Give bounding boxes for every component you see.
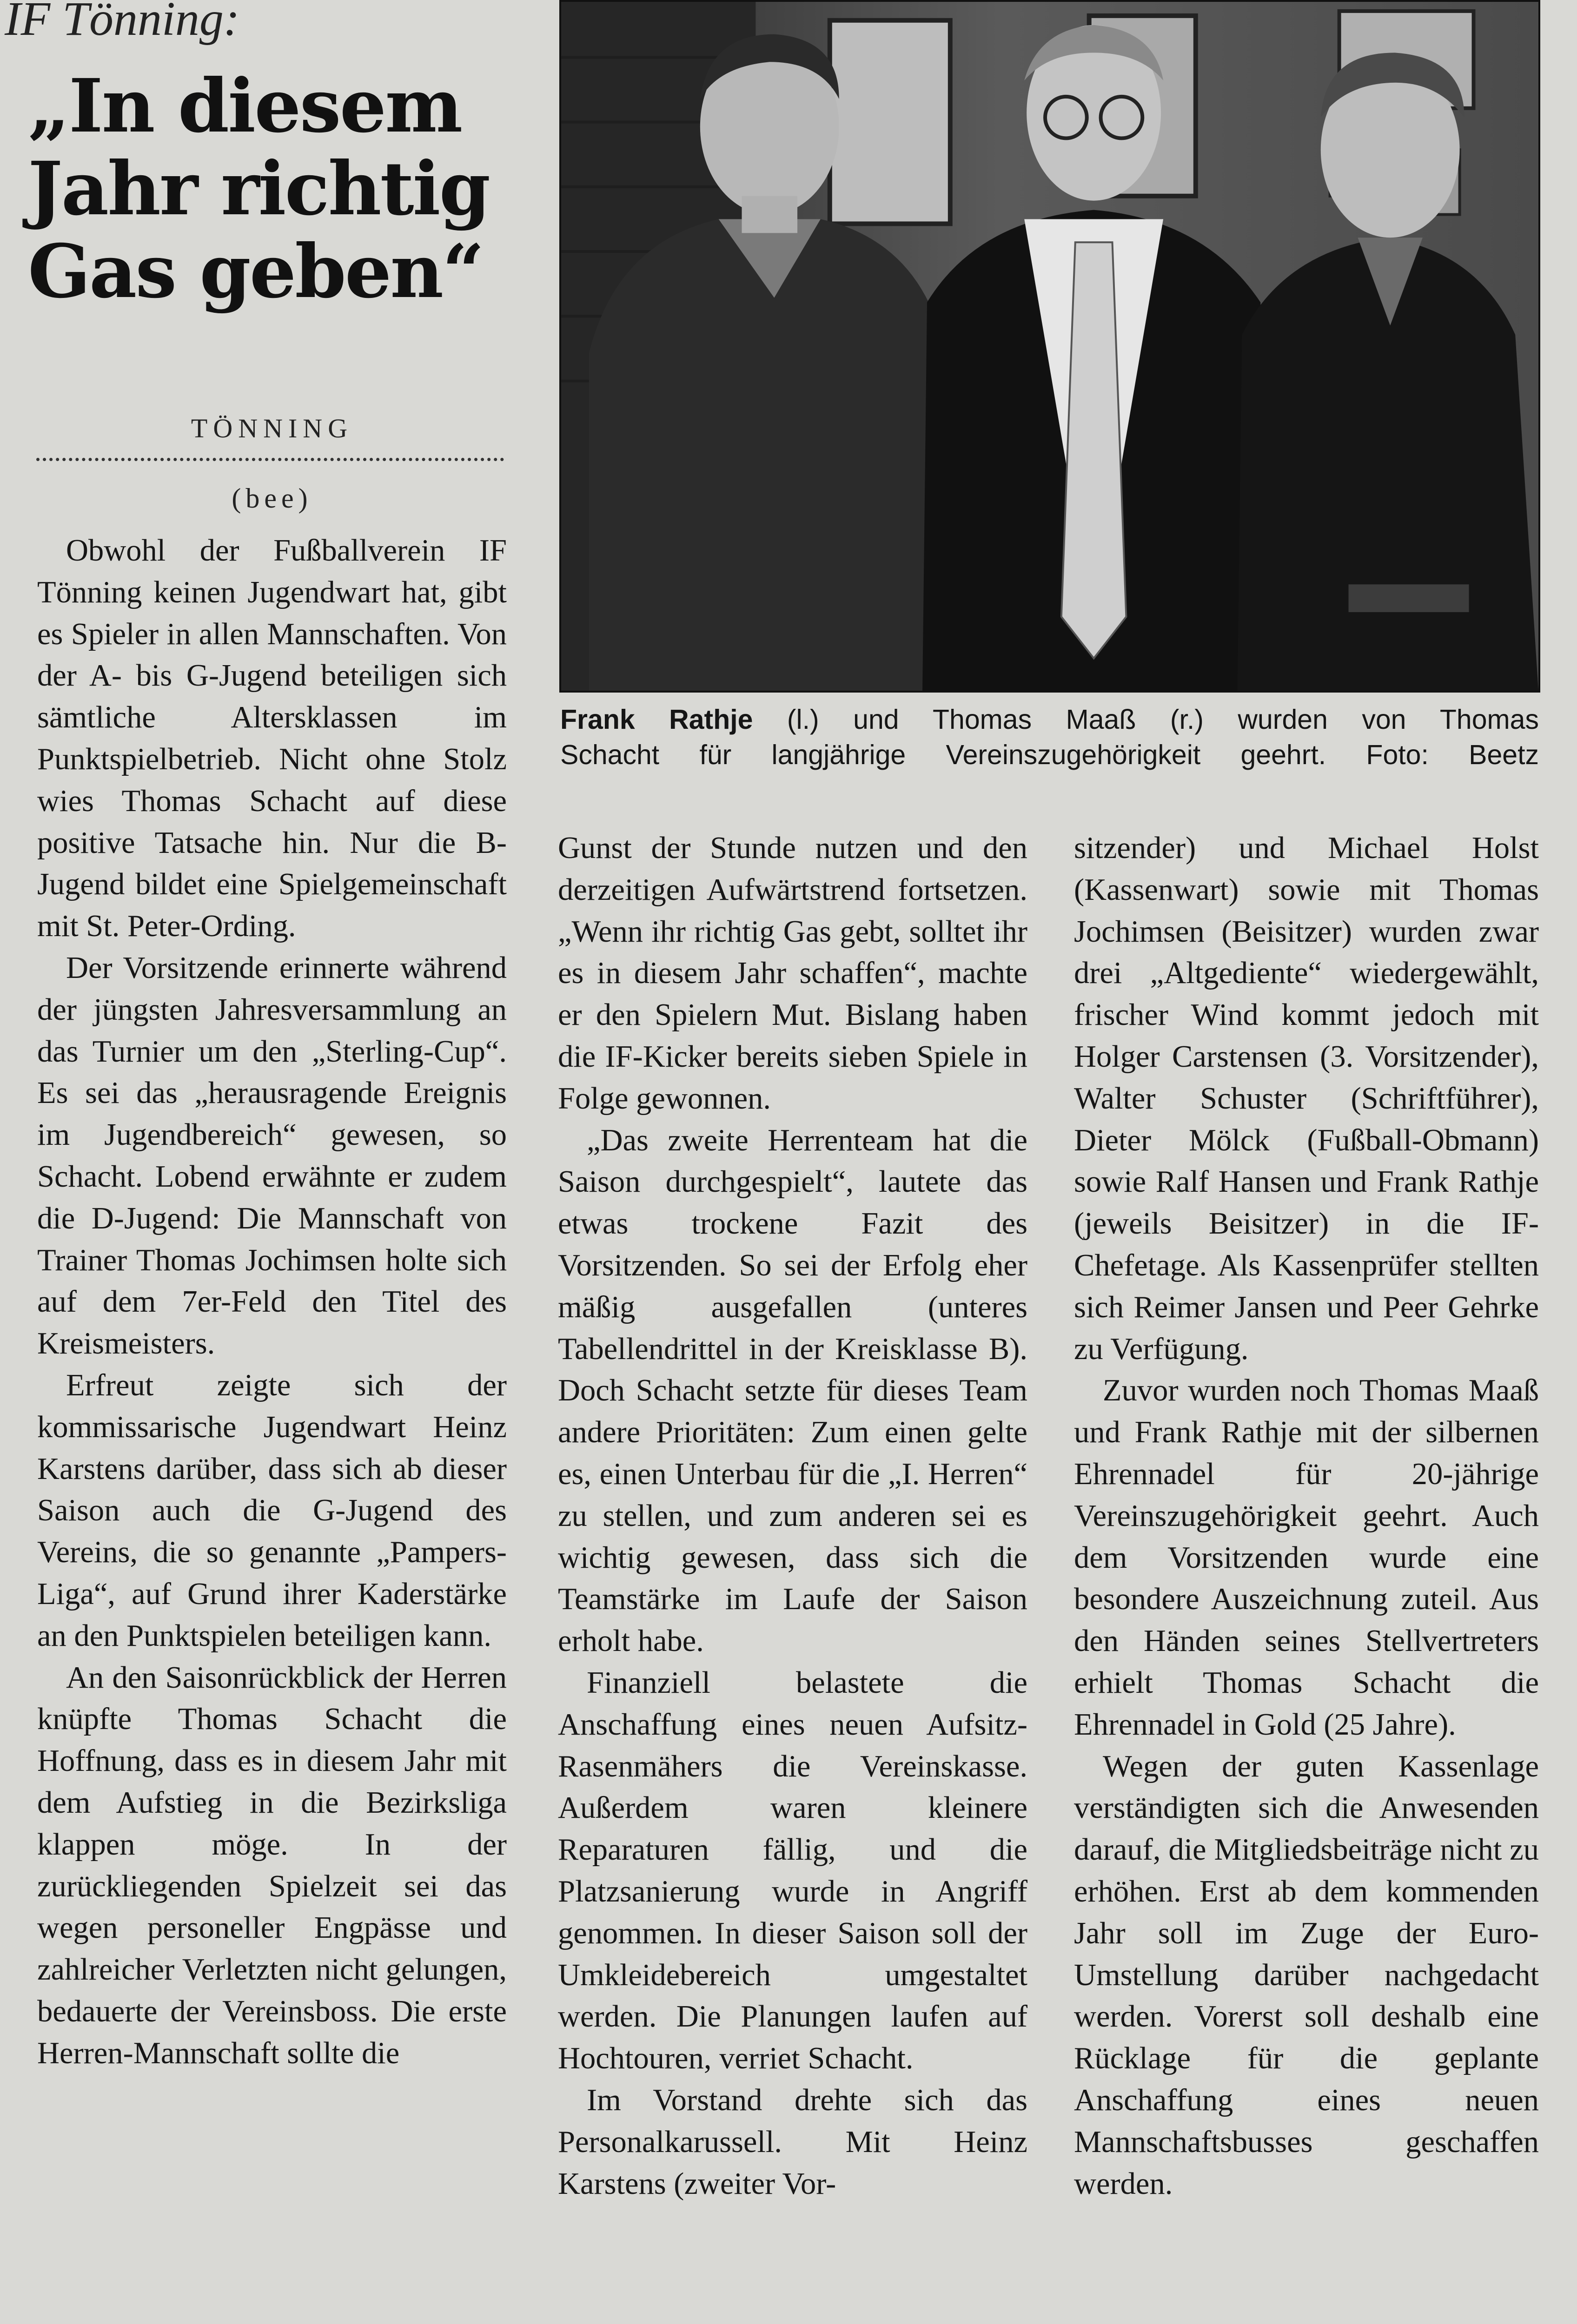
- paragraph: Finanziell belastete die Anschaffung eines neuen Aufsitz-Rasenmähers die Vereinskasse. Außerdem waren kleinere Reparaturen fällig, und die Platzsanierung wurde in Angriff genommen. In dieser Saison soll der Umkleidebereich umgestaltet werden. Die Planungen laufen auf Hochtouren, verriet Schacht.: [558, 1665, 1027, 2076]
- caption-line-2: Schacht für langjährige Vereinszugehörigkeit geehrt. Foto: Beetz: [560, 739, 1539, 770]
- caption-line-1: [560, 702, 1539, 737]
- photo-three-men: [561, 2, 1538, 691]
- paragraph: „Das zweite Herrenteam hat die Saison durchgespielt“, lautete das etwas trockene Fazit des Vorsitzenden. So sei der Erfolg eher mäßig ausgefallen (unteres Tabellendrittel in der Kreisklasse B). Doch Schacht setzte für dieses Team andere Prioritäten: Zum einen gelte es, einen Unterbau für die „I. Herren“ zu stellen, und zum anderen sei es wichtig gewesen, dass sich die Teamstärke im Laufe der Saison erholt habe.: [558, 1123, 1027, 1658]
- article-kicker: IF Tönning:: [5, 0, 240, 46]
- text-column-3: [1074, 827, 1539, 2205]
- photo-caption: [560, 702, 1539, 772]
- article-headline: [28, 65, 567, 313]
- paragraph: Erfreut zeigte sich der kommissarische Jugendwart Heinz Karstens darüber, dass sich ab dieser Saison auch die G-Jugend des Vereins, die so genannte „Pampers-Liga“, auf Grund ihrer Kaderstärke an den Punktspielen beteiligen kann.: [37, 1368, 507, 1653]
- text-column-2: [558, 827, 1027, 2205]
- article-photo: [559, 0, 1540, 693]
- paragraph: Obwohl der Fußballverein IF Tönning keinen Jugendwart hat, gibt es Spieler in allen Mannschaften. Von der A- bis G-Jugend beteiligen sich sämtliche Altersklassen im Punktspielbetrieb. Nicht ohne Stolz wies Thomas Schacht auf diese positive Tatsache hin. Nur die B-Jugend bildet eine Spielgemeinschaft mit St. Peter-Ording.: [37, 534, 507, 944]
- paragraph: Im Vorstand drehte sich das Personalkarussell. Mit Heinz Karstens (zweiter Vor-: [558, 2083, 1027, 2201]
- caption-line-1-rest: (l.) und Thomas Maaß (r.) wurden von Thomas: [753, 704, 1539, 735]
- author-tag: (bee): [232, 483, 312, 514]
- framed-picture-1: [830, 20, 950, 224]
- headline-line-2: Jahr richtig: [28, 146, 490, 232]
- dotted-divider: [36, 458, 504, 461]
- headline-line-1: „In diesem: [28, 63, 462, 149]
- caption-name: Frank Rathje: [560, 704, 753, 735]
- paragraph: sitzender) und Michael Holst (Kassenwart) sowie mit Thomas Jochimsen (Beisitzer) wurden zwar drei „Altgediente“ wiedergewählt, frischer Wind kommt jedoch mit Holger Carstensen (3. Vorsitzender), Walter Schuster (Schriftführer), Dieter Mölck (Fußball-Obmann) sowie Ralf Hansen und Frank Rathje (jeweils Beisitzer) in die IF-Chefetage. Als Kassenprüfer stellten sich Reimer Jansen und Peer Gehrke zu Verfügung.: [1074, 831, 1539, 1366]
- paragraph: Gunst der Stunde nutzen und den derzeitigen Aufwärtstrend fortsetzen. „Wenn ihr richtig Gas gebt, solltet ihr es in diesem Jahr schaffen“, machte er den Spielern Mut. Bislang haben die IF-Kicker bereits sieben Spiele in Folge gewonnen.: [558, 831, 1027, 1116]
- text-column-1: [37, 530, 507, 2074]
- paragraph: Der Vorsitzende erinnerte während der jüngsten Jahresversammlung an das Turnier um den „Sterling-Cup“. Es sei das „herausragende Ereignis im Jugendbereich“ gewesen, so Schacht. Lobend erwähnte er zudem die D-Jugend: Die Mannschaft von Trainer Thomas Jochimsen holte sich auf dem 7er-Feld den Titel des Kreismeisters.: [37, 951, 507, 1361]
- paragraph: Wegen der guten Kassenlage verständigten sich die Anwesenden darauf, die Mitgliedsbeiträge nicht zu erhöhen. Erst ab dem kommenden Jahr soll im Zuge der Euro-Umstellung darüber nachgedacht werden. Vorerst soll deshalb eine Rücklage für die geplante Anschaffung eines neuen Mannschaftsbusses geschaffen werden.: [1074, 1749, 1539, 2201]
- paragraph: An den Saisonrückblick der Herren knüpfte Thomas Schacht die Hoffnung, dass es in diesem Jahr mit dem Aufstieg in die Bezirksliga klappen möge. In der zurückliegenden Spielzeit sei das wegen personeller Engpässe und zahlreicher Verletzten nicht gelungen, bedauerte der Vereinsboss. Die erste Herren-Mannschaft sollte die: [37, 1660, 507, 2070]
- headline-line-3: Gas geben“: [28, 229, 484, 315]
- dateline: TÖNNING: [191, 413, 353, 443]
- paragraph: Zuvor wurden noch Thomas Maaß und Frank Rathje mit der silbernen Ehrennadel für 20-jährige Vereinszugehörigkeit geehrt. Auch dem Vorsitzenden wurde eine besondere Auszeichnung zuteil. Aus den Händen seines Stellvertreters erhielt Thomas Schacht die Ehrennadel in Gold (25 Jahre).: [1074, 1373, 1539, 1742]
